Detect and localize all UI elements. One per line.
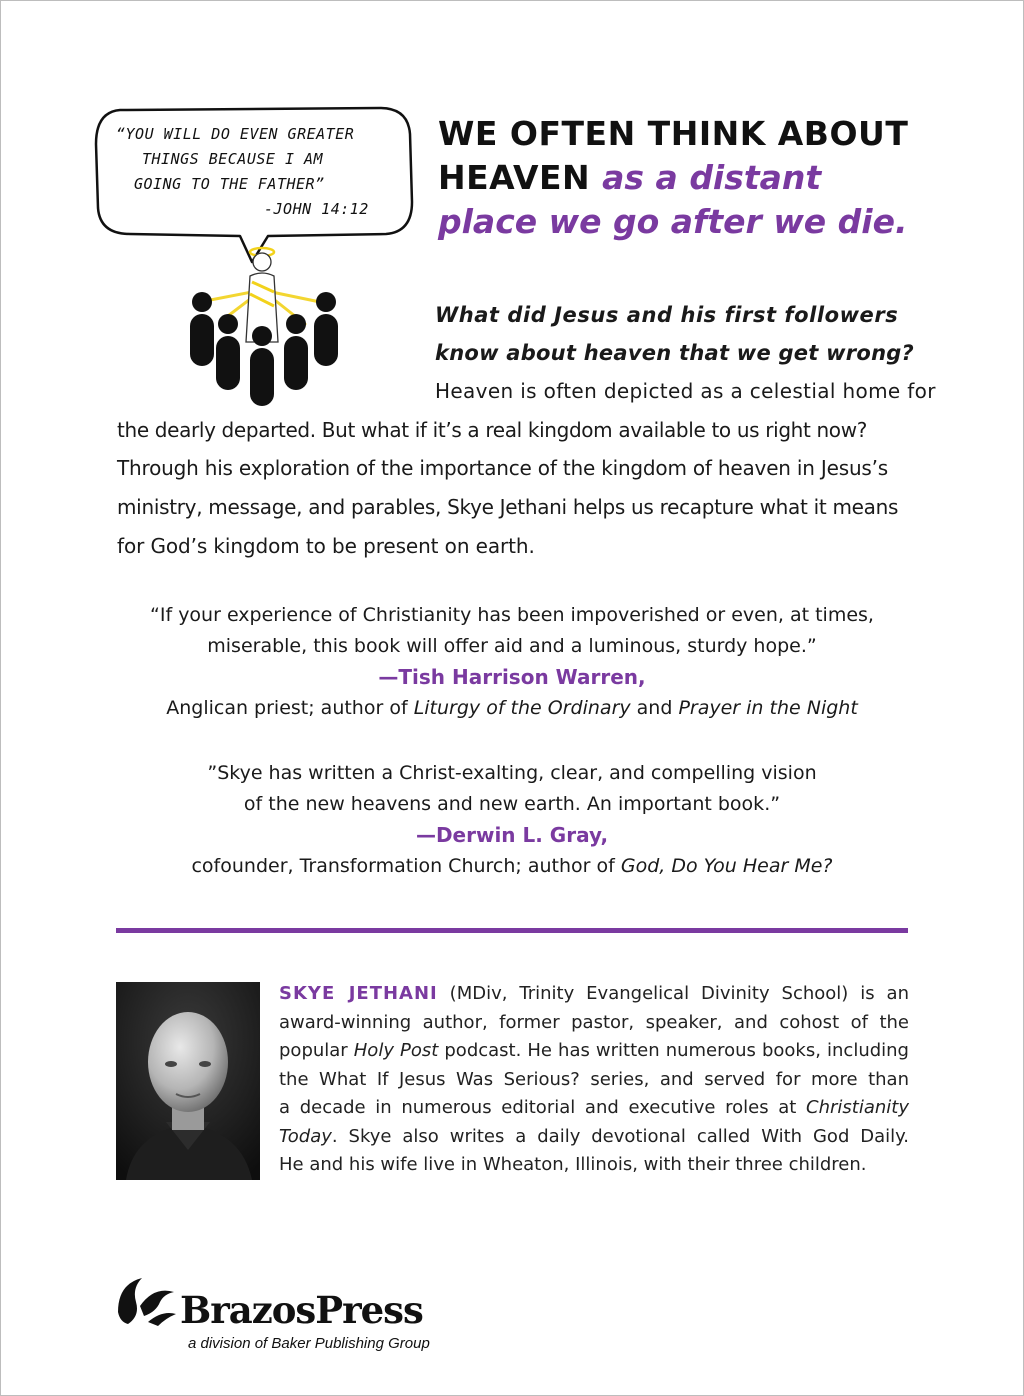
bubble-line: -JOHN 14:12: [264, 200, 369, 218]
bio-line: [279, 980, 909, 1009]
bio-line: award-winning author, former pastor, speaker, and cohost of the: [279, 1011, 909, 1033]
bubble-quote: [114, 122, 404, 222]
endorser-name: —Derwin L. Gray,: [415, 823, 609, 847]
endorser-name: —Tish Harrison Warren,: [378, 665, 646, 689]
endorsement: [110, 600, 914, 724]
bubble-line: THINGS BECAUSE I AM: [142, 150, 324, 168]
headline: [438, 112, 918, 244]
bio-italic-title: Christianity: [806, 1097, 909, 1118]
endorsement-quote: ”Skye has written a Christ-exalting, clear, and compelling vision: [207, 762, 817, 784]
bubble-line: GOING TO THE FATHER”: [134, 175, 325, 193]
body-line: Heaven is often depicted as a celestial home for: [435, 379, 936, 403]
endorsement-quote: “If your experience of Christianity has been impoverished or even, at times,: [150, 604, 874, 626]
bio-italic-title: Holy Post: [353, 1040, 439, 1061]
bio-italic-title: Today: [279, 1125, 332, 1147]
endorser-role-text: cofounder, Transformation Church; author of: [191, 855, 621, 877]
brazos-wave-mark: [114, 1272, 180, 1330]
bio-line: He and his wife live in Wheaton, Illinois, with their three children.: [279, 1154, 867, 1175]
lead-question-line: know about heaven that we get wrong?: [435, 341, 914, 365]
bio-line: the What If Jesus Was Serious? series, and served for more than: [279, 1068, 909, 1090]
endorser-role-text: Anglican priest; author of: [166, 697, 414, 719]
headline-part1: WE OFTEN THINK ABOUT HEAVEN: [438, 114, 909, 197]
endorser-work-title: Prayer in the Night: [678, 697, 858, 719]
body-line: for God’s kingdom to be present on earth.: [117, 534, 535, 558]
endorser-role: [110, 851, 914, 882]
endorser-role-text: and: [630, 697, 679, 719]
illustration-graphic: [180, 232, 350, 412]
body-line: ministry, message, and parables, Skye Jethani helps us recapture what it means: [117, 495, 899, 519]
lead-question-line: What did Jesus and his first followers: [435, 303, 899, 327]
divider-rule: [116, 928, 908, 933]
endorsement-quote: miserable, this book will offer aid and a luminous, sturdy hope.”: [207, 635, 817, 657]
endorser-work-title: God, Do You Hear Me?: [620, 855, 833, 877]
bio-text: . Skye also writes a daily devotional called With God Daily.: [331, 1125, 909, 1147]
author-bio: [279, 980, 909, 1180]
endorser-role: [110, 693, 914, 724]
publisher-name: BrazosPress: [180, 1288, 423, 1332]
author-portrait-graphic: [116, 982, 260, 1180]
body-line: the dearly departed. But what if it’s a real kingdom available to us right now?: [117, 418, 867, 442]
lead-question: [435, 296, 914, 372]
author-photo: [116, 982, 260, 1180]
headline-part2: as a distant place we go after we die.: [438, 158, 908, 241]
publisher-subtitle: a division of Baker Publishing Group: [188, 1335, 430, 1352]
bubble-line: “YOU WILL DO EVEN GREATER: [116, 125, 355, 143]
jesus-followers-illustration: [180, 232, 350, 412]
bio-line: [279, 1123, 909, 1152]
bio-text: popular: [279, 1040, 354, 1061]
brazos-logo-icon: [114, 1272, 180, 1330]
endorser-work-title: Liturgy of the Ordinary: [413, 697, 631, 719]
endorsement-quote: of the new heavens and new earth. An important book.”: [243, 793, 781, 815]
body-line: Through his exploration of the importance of the kingdom of heaven in Jesus’s: [117, 456, 889, 480]
bio-text: podcast. He has written numerous books, including: [438, 1040, 909, 1061]
bio-line: [279, 1037, 909, 1066]
bio-line: [279, 1094, 909, 1123]
bio-text: (MDiv, Trinity Evangelical Divinity School) is an: [437, 983, 909, 1004]
endorsement: [110, 758, 914, 882]
author-name: SKYE JETHANI: [279, 983, 438, 1004]
bio-text: a decade in numerous editorial and executive roles at: [279, 1097, 807, 1118]
